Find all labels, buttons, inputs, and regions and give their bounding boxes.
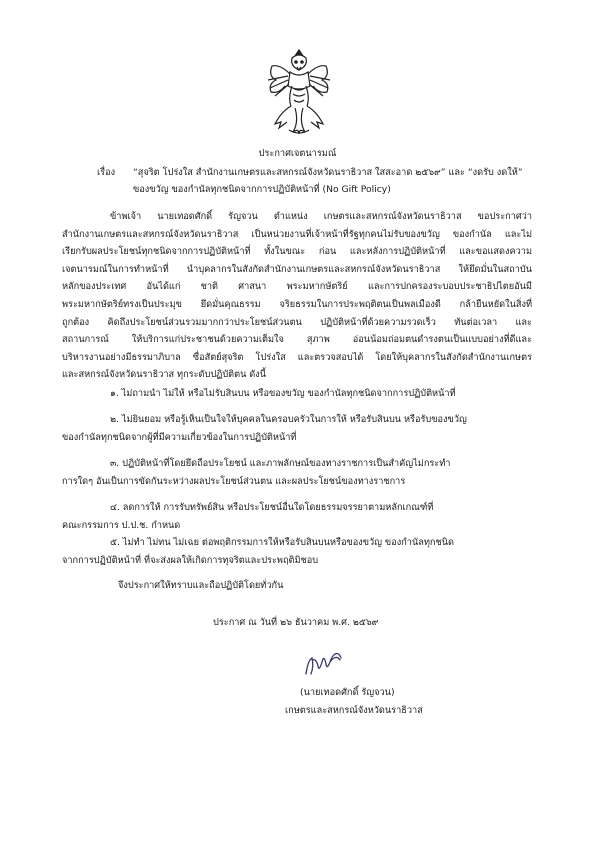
body-line: ข้าพเจ้า นายเทอดศักดิ์ รัญจวน ตำแหน่ง เกษตรและสหกรณ์จังหวัดนราธิวาส ขอประกาศว่า [110,211,532,222]
body-line: พระมหากษัตริย์ทรงเป็นประมุข ยึดมั่นคุณธรรม จริยธรรมในการประพฤติตนเป็นพลเมืองดี กล้ายืนหยัดในสิ่งที่ [62,298,532,310]
announcement-heading: ประกาศเจตนารมณ์ [258,148,337,159]
list-item: ๓. ปฏิบัติหน้าที่โดยยึดถือประโยชน์ และภาพลักษณ์ของทางราชการเป็นสำคัญไม่กระทำ [110,458,451,469]
subject-line-1: “สุจริต โปร่งใส สำนักงานเกษตรและสหกรณ์จังหวัดนราธิวาส ใสสะอาด ๒๕๖๙” และ “งดรับ งดให้” [133,167,523,178]
body-line: หลักของประเทศ อันได้แก่ ชาติ ศาสนา พระมหากษัตริย์ และการปกครองระบอบประชาธิปไตยอันมี [62,281,532,293]
body-line: บริหารงานอย่างมีธรรมาภิบาล ซื่อสัตย์สุจริต โปร่งใส และตรวจสอบได้ โดยให้บุคลากรในสังกัดสำนักงานเกษตร [62,351,532,363]
list-item-continuation: คณะกรรมการ ป.ป.ช. กำหนด [62,520,181,531]
body-line: เรียกรับผลประโยชน์ทุกชนิดจากการปฏิบัติหน้าที่ ทั้งในขณะ ก่อน และหลังการปฏิบัติหน้าที่ และขอแสดงความ [62,246,532,258]
list-item-continuation: ของกำนัลทุกชนิดจากผู้ที่มีความเกี่ยวข้องในการปฏิบัติหน้าที่ [62,432,297,443]
body-paragraph [62,208,532,384]
closing-statement: จึงประกาศให้ทราบและถือปฏิบัติโดยทั่วกัน [118,580,284,591]
signatory-name: (นายเทอดศักดิ์ รัญจวน) [300,687,395,698]
list-item: ๒. ไม่ยินยอม หรือรู้เห็นเป็นใจให้บุคคลในครอบครัวในการให้ หรือรับสินบน หรือรับของขวัญ [110,414,467,425]
subject-line-2: ของขวัญ ของกำนัลทุกชนิดจากการปฏิบัติหน้าที่ (No Gift Policy) [133,184,391,195]
signature-image [300,650,358,680]
list-item: ๑. ไม่ถามนำ ไม่ให้ หรือไม่รับสินบน หรือของขวัญ ของกำนัลทุกชนิดจากการปฏิบัติหน้าที่ [110,388,456,399]
list-item: ๔. ลดการให้ การรับทรัพย์สิน หรือประโยชน์อื่นใดโดยธรรมจรรยาตามหลักเกณฑ์ที่ [110,502,434,513]
list-item-continuation: จากการปฏิบัติหน้าที่ ที่จะส่งผลให้เกิดการทุจริตและประพฤติมิชอบ [62,555,319,566]
subject-label: เรื่อง [97,167,116,178]
list-item-continuation: การใดๆ อันเป็นการขัดกันระหว่างผลประโยชน์ส่วนตน และผลประโยชน์ของทางราชการ [62,476,406,487]
body-line: ถูกต้อง คิดถึงประโยชน์ส่วนรวมมากกว่าประโยชน์ส่วนตน ปฏิบัติหน้าที่ด้วยความรวดเร็ว ทันต่อเวลา และ [62,316,532,328]
body-line: สถานการณ์ ให้บริการแก่ประชาชนด้วยความเต็มใจ สุภาพ อ่อนน้อมถ่อมตนดำรงตนเป็นแบบอย่างที่ดีและ [62,334,532,346]
body-line: สำนักงานเกษตรและสหกรณ์จังหวัดนราธิวาส เป็นหน่วยงานที่เจ้าหน้าที่รัฐทุกคนไม่รับของขวัญ ของกำนัล และไม่ [62,228,532,240]
list-item: ๕. ไม่ทำ ไม่ทน ไม่เฉย ต่อพฤติกรรมการให้หรือรับสินบนหรือของขวัญ ของกำนัลทุกชนิด [110,537,454,548]
body-line: และสหกรณ์จังหวัดนราธิวาส ทุกระดับปฏิบัติตน ดังนี้ [62,369,267,381]
body-line: เจตนารมณ์ในการทำหน้าที่ นำบุคลากรในสังกัดสำนักงานเกษตรและสหกรณ์จังหวัดนราธิวาส ให้ยึดมั่นในสถาบัน [62,263,532,275]
signatory-position: เกษตรและสหกรณ์จังหวัดนราธิวาส [285,705,423,716]
garuda-emblem [259,44,339,140]
announcement-date: ประกาศ ณ วันที่ ๒๖ ธันวาคม พ.ศ. ๒๕๖๙ [213,617,379,628]
